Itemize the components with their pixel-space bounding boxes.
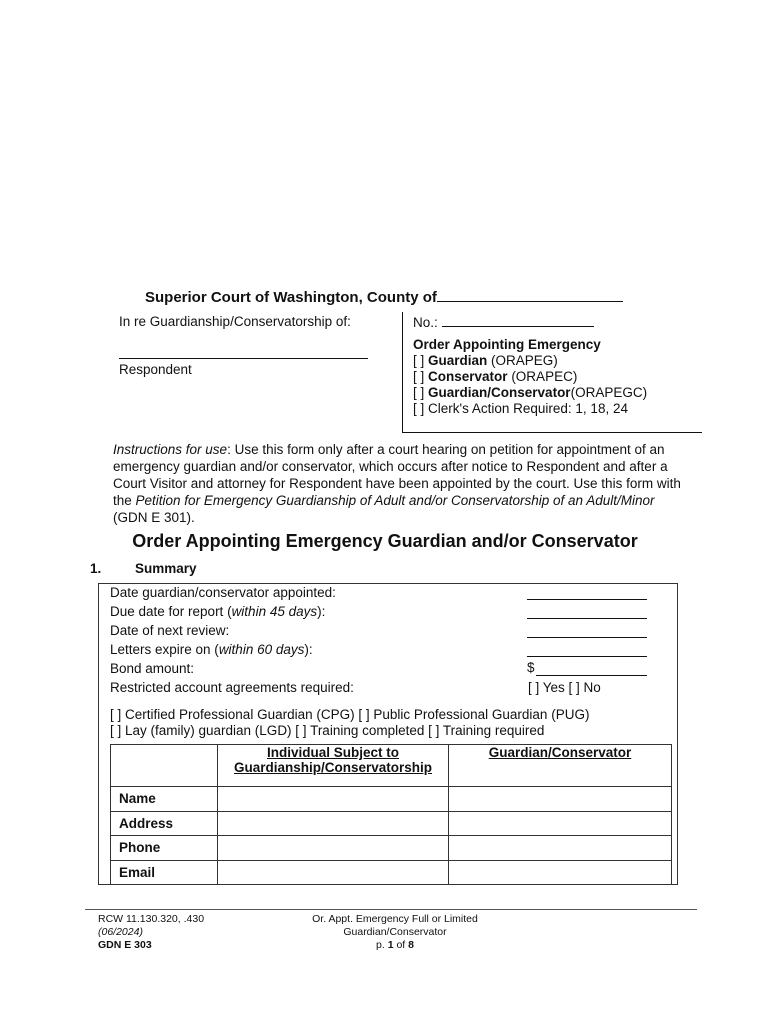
footer-left xyxy=(98,913,204,952)
training-checkboxes[interactable]: [ ] Lay (family) guardian (LGD) [ ] Training completed [ ] Training required xyxy=(110,723,545,738)
row-label-phone: Phone xyxy=(111,836,218,861)
case-number: No.: xyxy=(413,314,594,330)
guardian-type-checkboxes[interactable]: [ ] Certified Professional Guardian (CPG) [ ] Public Professional Guardian (PUG) xyxy=(110,707,590,722)
row-label-address: Address xyxy=(111,811,218,836)
table-row xyxy=(111,860,672,885)
checkbox[interactable]: [ ] xyxy=(413,385,425,400)
guardian-address-cell[interactable] xyxy=(449,811,672,836)
option-guardian[interactable]: [ ] Guardian (ORAPEG) xyxy=(413,353,558,368)
individual-address-cell[interactable] xyxy=(218,811,449,836)
table-row xyxy=(111,787,672,812)
table-header-row xyxy=(111,745,672,787)
column-header-individual: Individual Subject to Guardianship/Conservatorship xyxy=(218,745,449,787)
checkbox[interactable]: [ ] xyxy=(413,369,425,384)
checkbox[interactable]: [ ] xyxy=(413,353,425,368)
guardian-email-cell[interactable] xyxy=(449,860,672,885)
footer-rule xyxy=(85,909,697,910)
report-due-label: Due date for report (within 45 days): xyxy=(110,604,326,619)
footer-title-1: Or. Appt. Emergency Full or Limited xyxy=(312,913,478,925)
report-due-field[interactable] xyxy=(527,618,647,619)
date-appointed-label: Date guardian/conservator appointed: xyxy=(110,585,336,600)
table-row xyxy=(111,811,672,836)
checkbox[interactable]: [ ] xyxy=(413,401,425,416)
court-title: Superior Court of Washington, County of xyxy=(145,287,623,306)
individual-name-cell[interactable] xyxy=(218,787,449,812)
page-number: p. 1 of 8 xyxy=(376,939,414,951)
next-review-field[interactable] xyxy=(527,637,647,638)
row-label-email: Email xyxy=(111,860,218,885)
form-title: Order Appointing Emergency Guardian and/or Conservator xyxy=(132,531,638,551)
caption-divider-horizontal xyxy=(402,432,702,433)
option-conservator[interactable]: [ ] Conservator (ORAPEC) xyxy=(413,369,578,384)
case-number-blank[interactable] xyxy=(442,314,594,327)
order-heading: Order Appointing Emergency xyxy=(413,337,601,352)
next-review-label: Date of next review: xyxy=(110,623,230,638)
bond-amount-label: Bond amount: xyxy=(110,661,195,676)
footer-center xyxy=(285,913,505,952)
guardian-name-cell[interactable] xyxy=(449,787,672,812)
row-label-name: Name xyxy=(111,787,218,812)
respondent-label: Respondent xyxy=(119,362,192,377)
option-clerk-action[interactable]: [ ] Clerk's Action Required: 1, 18, 24 xyxy=(413,401,628,416)
option-guardian-conservator[interactable]: [ ] Guardian/Conservator(ORAPEGC) xyxy=(413,385,648,400)
section-label: Summary xyxy=(135,561,197,576)
respondent-name-line[interactable] xyxy=(119,358,368,359)
guardian-phone-cell[interactable] xyxy=(449,836,672,861)
footer-rcw: RCW 11.130.320, .430 xyxy=(98,913,205,925)
party-info-table xyxy=(110,744,672,885)
in-re-label: In re Guardianship/Conservatorship of: xyxy=(119,314,351,329)
individual-phone-cell[interactable] xyxy=(218,836,449,861)
letters-expire-field[interactable] xyxy=(527,656,647,657)
column-header-guardian: Guardian/Conservator xyxy=(449,745,672,787)
footer-title-2: Guardian/Conservator xyxy=(343,926,447,938)
footer-form-number: GDN E 303 xyxy=(98,939,152,951)
bond-amount-field[interactable] xyxy=(536,675,647,676)
instructions: Instructions for use: Use this form only after a court hearing on petition for appointment of an emergency guardian and/or conservator, which occurs after notice to Respondent and after a Court Visitor and attorney for Respondent have been appointed by the court. Use this form with the Petition for Emergency Guardianship of Adult and/or Conservatorship of an Adult/Minor (GDN E 301). xyxy=(113,442,681,525)
restricted-account-checkboxes[interactable]: [ ] Yes [ ] No xyxy=(528,680,601,695)
county-blank[interactable] xyxy=(437,287,623,302)
footer-date: (06/2024) xyxy=(98,926,143,938)
date-appointed-field[interactable] xyxy=(527,599,647,600)
table-row xyxy=(111,836,672,861)
caption-divider-vertical xyxy=(402,312,403,433)
restricted-account-label: Restricted account agreements required: xyxy=(110,680,354,695)
letters-expire-label: Letters expire on (within 60 days): xyxy=(110,642,313,657)
dollar-sign: $ xyxy=(527,660,535,675)
individual-email-cell[interactable] xyxy=(218,860,449,885)
section-number: 1. xyxy=(90,561,102,576)
